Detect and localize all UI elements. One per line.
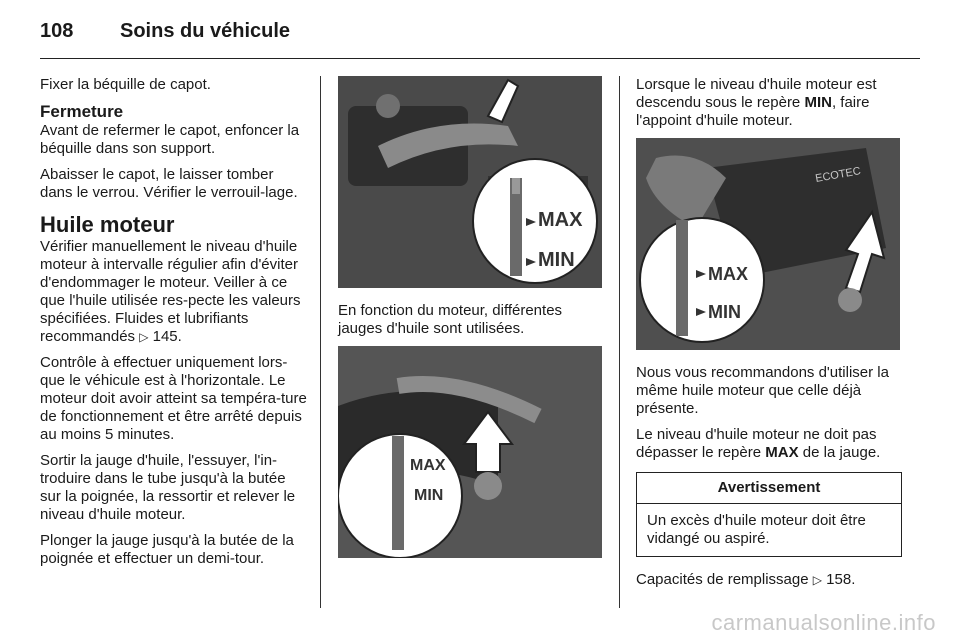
paragraph	[636, 571, 902, 589]
column-middle	[338, 76, 602, 558]
paragraph: Nous vous recommandons d'utiliser la même huile moteur que celle déjà présente.	[636, 364, 889, 417]
paragraph: Plonger la jauge jusqu'à la butée de la poignée et effectuer un demi-tour.	[40, 532, 294, 567]
paragraph-text: Lorsque le niveau d'huile moteur est descendu sous le repère	[636, 76, 877, 111]
heading-huile-moteur: Huile moteur	[40, 212, 175, 237]
page-number: 108	[40, 20, 74, 42]
paragraph: Contrôle à effectuer uniquement lors-que le véhicule est à l'horizontale. Le moteur doit avoir atteint sa tempéra-ture de fonctionnement et être arrêté depuis au moins 5 minutes.	[40, 354, 307, 443]
reference-arrow-icon: ▷	[139, 330, 149, 344]
warning-title: Avertissement	[637, 473, 901, 504]
warning-box	[636, 472, 902, 557]
paragraph	[636, 76, 902, 130]
column-right	[636, 76, 902, 597]
column-left	[40, 76, 308, 576]
paragraph-text: Capacités de remplissage	[636, 571, 813, 588]
max-label: MAX	[410, 457, 446, 474]
reference-arrow-icon: ▷	[812, 573, 822, 587]
min-label: MIN	[708, 302, 741, 322]
page-header	[40, 14, 920, 58]
min-label: MIN	[538, 249, 575, 271]
page-reference[interactable]: 145.	[152, 328, 182, 345]
max-label: MAX	[538, 209, 583, 231]
paragraph-text: Le niveau d'huile moteur ne doit pas dépasser le repère	[636, 426, 877, 461]
column-divider-1	[320, 76, 321, 608]
paragraph: Abaisser le capot, le laisser tomber dans le verrou. Vérifier le verrouil-lage.	[40, 166, 298, 201]
column-divider-2	[619, 76, 620, 608]
max-label: MAX	[708, 264, 748, 284]
paragraph	[636, 426, 902, 462]
engine-dipstick-illustration-2	[338, 346, 602, 558]
min-label: MIN	[414, 487, 444, 504]
figure-dipstick-2	[338, 346, 602, 558]
engine-dipstick-illustration-3	[636, 138, 900, 350]
engine-logo-text: ECOTEC	[814, 165, 862, 185]
watermark: carmanualsonline.info	[711, 610, 936, 635]
bold-min: MIN	[804, 94, 832, 111]
paragraph: Sortir la jauge d'huile, l'essuyer, l'in-troduire dans le tube jusqu'à la butée sur la poignée, la ressortir et relever le niveau d'huile moteur.	[40, 452, 296, 523]
paragraph-text: , faire l'appoint d'huile moteur.	[636, 94, 870, 129]
figure-dipstick-1	[338, 76, 602, 288]
engine-dipstick-illustration	[338, 76, 602, 288]
bold-max: MAX	[765, 444, 799, 461]
page-title: Soins du véhicule	[120, 20, 291, 42]
header-rule	[40, 58, 920, 59]
paragraph: Avant de refermer le capot, enfoncer la béquille dans son support.	[40, 122, 300, 157]
paragraph: Fixer la béquille de capot.	[40, 76, 211, 93]
paragraph-text: de la jauge.	[798, 444, 881, 461]
paragraph-text: Vérifier manuellement le niveau d'huile moteur à intervalle régulier afin d'éviter d'endommager le moteur. Veiller à ce que l'huile utilisée res-pecte les valeurs spécifiées. Fluides et lubrifiants recommandés	[40, 238, 301, 345]
figure-dipstick-3	[636, 138, 900, 350]
paragraph: En fonction du moteur, différentes jauges d'huile sont utilisées.	[338, 302, 563, 337]
warning-text: Un excès d'huile moteur doit être vidangé ou aspiré.	[647, 512, 866, 547]
paragraph	[40, 238, 308, 346]
heading-fermeture: Fermeture	[40, 102, 124, 121]
page-reference[interactable]: 158.	[826, 571, 856, 588]
